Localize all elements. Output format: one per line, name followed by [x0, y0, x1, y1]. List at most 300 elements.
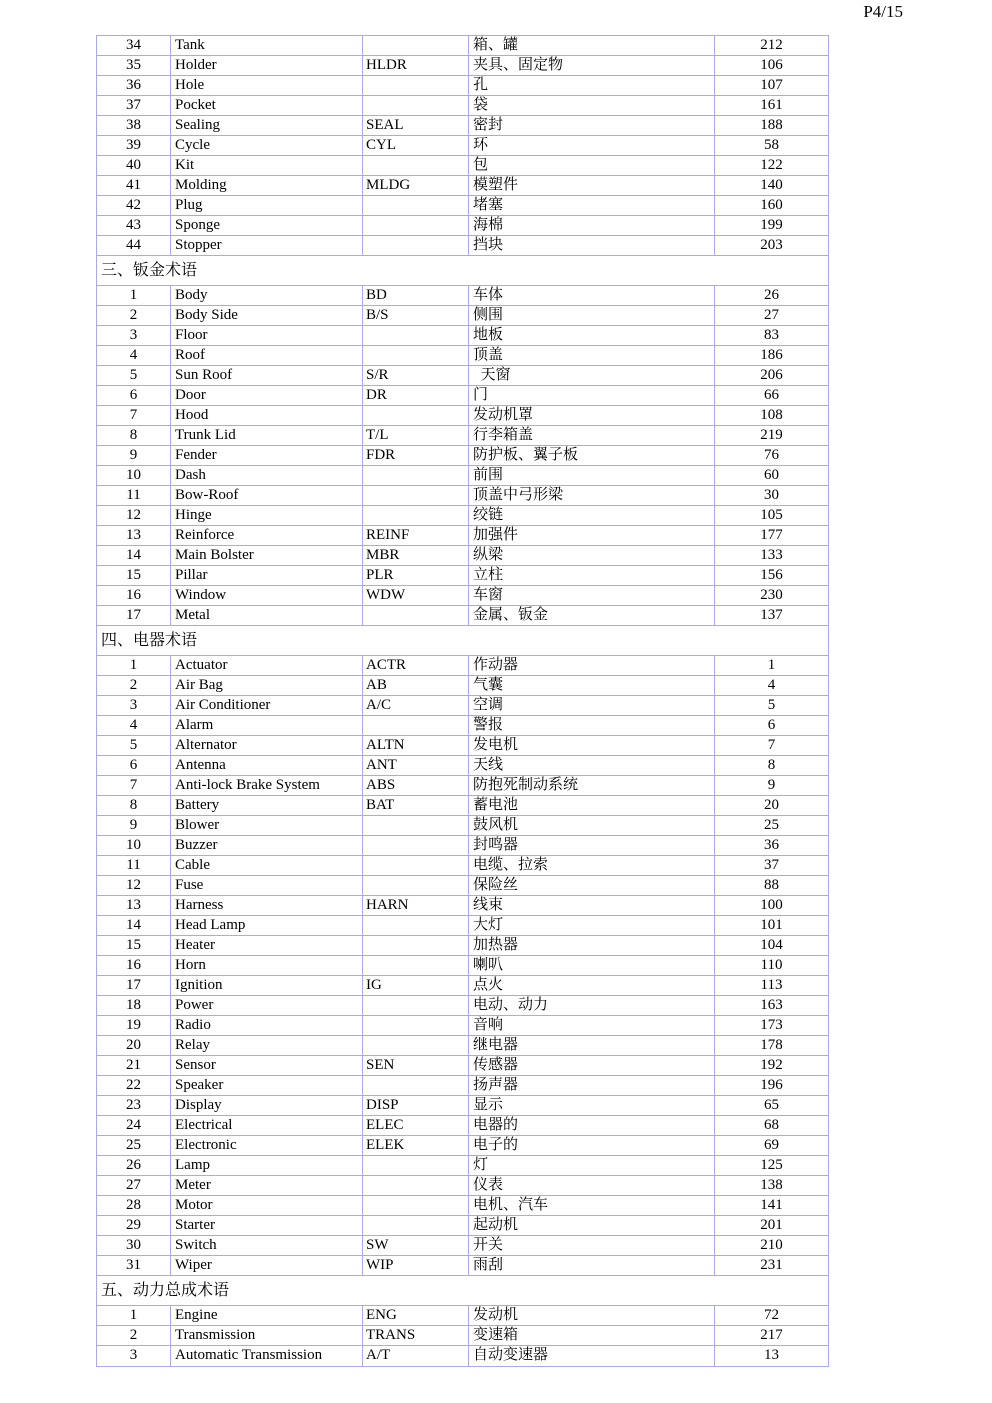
cell-page-ref: 26 — [764, 287, 779, 303]
cell-term-chinese: 防抱死制动系统 — [469, 776, 715, 795]
cell-number: 35 — [97, 56, 171, 75]
cell-number: 25 — [97, 1136, 171, 1155]
cell-term-english: Main Bolster — [171, 546, 363, 565]
cell-term-chinese: 箱、罐 — [469, 36, 715, 55]
cell-abbreviation — [363, 836, 469, 855]
glossary-table — [96, 35, 829, 1367]
cell-term-english: Horn — [171, 956, 363, 975]
cell-number: 3 — [97, 326, 171, 345]
cell-page-ref: 203 — [760, 237, 783, 253]
cell-term-english: Hood — [171, 406, 363, 425]
cell-term-chinese: 鼓风机 — [469, 816, 715, 835]
cell-abbreviation: TRANS — [363, 1326, 469, 1345]
table-row — [97, 486, 828, 506]
cell-page-ref: 65 — [764, 1097, 779, 1113]
cell-abbreviation — [363, 76, 469, 95]
cell-page-ref: 69 — [764, 1137, 779, 1153]
cell-abbreviation: ELEC — [363, 1116, 469, 1135]
cell-abbreviation — [363, 876, 469, 895]
cell-page-ref: 83 — [764, 327, 779, 343]
cell-term-english: Fender — [171, 446, 363, 465]
cell-page-ref: 160 — [760, 197, 783, 213]
table-row — [97, 526, 828, 546]
cell-page-ref: 110 — [760, 957, 783, 973]
cell-page-ref: 113 — [760, 977, 783, 993]
cell-term-english: Transmission — [171, 1326, 363, 1345]
table-row — [97, 756, 828, 776]
cell-page-ref: 76 — [764, 447, 779, 463]
table-row — [97, 286, 828, 306]
table-row — [97, 816, 828, 836]
table-row — [97, 466, 828, 486]
cell-term-english: Starter — [171, 1216, 363, 1235]
cell-page-ref: 88 — [764, 877, 779, 893]
cell-page-ref: 199 — [760, 217, 783, 233]
cell-number: 9 — [97, 446, 171, 465]
cell-term-english: Door — [171, 386, 363, 405]
cell-page-ref: 100 — [760, 897, 783, 913]
cell-term-chinese: 警报 — [469, 716, 715, 735]
cell-term-chinese: 蓄电池 — [469, 796, 715, 815]
cell-number: 36 — [97, 76, 171, 95]
cell-term-english: Radio — [171, 1016, 363, 1035]
cell-number: 24 — [97, 1116, 171, 1135]
cell-number: 1 — [97, 656, 171, 675]
table-row — [97, 1036, 828, 1056]
cell-term-chinese: 变速箱 — [469, 1326, 715, 1345]
cell-number: 41 — [97, 176, 171, 195]
cell-abbreviation — [363, 856, 469, 875]
cell-term-chinese: 加热器 — [469, 936, 715, 955]
cell-abbreviation — [363, 196, 469, 215]
table-row — [97, 1096, 828, 1116]
cell-number: 28 — [97, 1196, 171, 1215]
cell-term-chinese: 开关 — [469, 1236, 715, 1255]
table-row — [97, 836, 828, 856]
cell-term-chinese: 门 — [469, 386, 715, 405]
cell-abbreviation — [363, 936, 469, 955]
cell-term-english: Holder — [171, 56, 363, 75]
cell-page-ref: 7 — [767, 737, 776, 753]
cell-page-ref: 219 — [760, 427, 783, 443]
table-row — [97, 326, 828, 346]
cell-number: 19 — [97, 1016, 171, 1035]
cell-term-chinese: 顶盖 — [469, 346, 715, 365]
table-row — [97, 586, 828, 606]
cell-number: 29 — [97, 1216, 171, 1235]
table-row — [97, 136, 828, 156]
cell-term-chinese: 封鸣器 — [469, 836, 715, 855]
cell-page-ref: 140 — [760, 177, 783, 193]
cell-page-ref: 25 — [764, 817, 779, 833]
cell-term-chinese: 保险丝 — [469, 876, 715, 895]
table-row — [97, 406, 828, 426]
table-row — [97, 936, 828, 956]
cell-abbreviation: ANT — [363, 756, 469, 775]
cell-abbreviation — [363, 406, 469, 425]
cell-abbreviation — [363, 1036, 469, 1055]
cell-number: 14 — [97, 546, 171, 565]
cell-term-english: Speaker — [171, 1076, 363, 1095]
cell-term-english: Wiper — [171, 1256, 363, 1275]
cell-number: 3 — [97, 696, 171, 715]
table-row — [97, 196, 828, 216]
cell-term-english: Lamp — [171, 1156, 363, 1175]
cell-page-ref: 108 — [760, 407, 783, 423]
cell-term-english: Electronic — [171, 1136, 363, 1155]
cell-term-chinese: 扬声器 — [469, 1076, 715, 1095]
cell-page-ref: 36 — [764, 837, 779, 853]
cell-number: 5 — [97, 366, 171, 385]
cell-abbreviation: B/S — [363, 306, 469, 325]
cell-abbreviation: BD — [363, 286, 469, 305]
table-row — [97, 446, 828, 466]
cell-term-chinese: 挡块 — [469, 236, 715, 255]
cell-term-chinese: 前围 — [469, 466, 715, 485]
table-row — [97, 716, 828, 736]
cell-abbreviation — [363, 1076, 469, 1095]
cell-abbreviation: PLR — [363, 566, 469, 585]
cell-term-chinese: 电缆、拉索 — [469, 856, 715, 875]
cell-abbreviation: T/L — [363, 426, 469, 445]
cell-number: 38 — [97, 116, 171, 135]
cell-term-english: Power — [171, 996, 363, 1015]
table-row — [97, 796, 828, 816]
table-row — [97, 956, 828, 976]
cell-term-english: Metal — [171, 606, 363, 625]
cell-term-english: Buzzer — [171, 836, 363, 855]
cell-term-chinese: 模塑件 — [469, 176, 715, 195]
cell-abbreviation: BAT — [363, 796, 469, 815]
cell-number: 16 — [97, 956, 171, 975]
cell-term-chinese: 继电器 — [469, 1036, 715, 1055]
cell-term-english: Trunk Lid — [171, 426, 363, 445]
cell-page-ref: 13 — [764, 1347, 779, 1363]
cell-term-chinese: 电动、动力 — [469, 996, 715, 1015]
cell-term-chinese: 密封 — [469, 116, 715, 135]
cell-number: 1 — [97, 286, 171, 305]
cell-term-chinese: 显示 — [469, 1096, 715, 1115]
cell-number: 34 — [97, 36, 171, 55]
cell-term-english: Pillar — [171, 566, 363, 585]
cell-term-chinese: 防护板、翼子板 — [469, 446, 715, 465]
table-row — [97, 736, 828, 756]
cell-page-ref: 163 — [760, 997, 783, 1013]
cell-page-ref: 231 — [760, 1257, 783, 1273]
cell-term-chinese: 自动变速器 — [469, 1346, 715, 1366]
cell-abbreviation: SEAL — [363, 116, 469, 135]
cell-number: 1 — [97, 1306, 171, 1325]
cell-number: 12 — [97, 876, 171, 895]
table-row — [97, 116, 828, 136]
table-row — [97, 916, 828, 936]
cell-page-ref: 101 — [760, 917, 783, 933]
cell-number: 6 — [97, 756, 171, 775]
cell-page-ref: 37 — [764, 857, 779, 873]
cell-page-ref: 230 — [760, 587, 783, 603]
cell-number: 13 — [97, 896, 171, 915]
cell-term-english: Hole — [171, 76, 363, 95]
cell-term-english: Window — [171, 586, 363, 605]
table-row — [97, 1136, 828, 1156]
cell-page-ref: 161 — [760, 97, 783, 113]
cell-page-ref: 6 — [767, 717, 776, 733]
cell-number: 31 — [97, 1256, 171, 1275]
cell-abbreviation — [363, 156, 469, 175]
cell-number: 7 — [97, 776, 171, 795]
cell-number: 13 — [97, 526, 171, 545]
cell-number: 16 — [97, 586, 171, 605]
cell-term-english: Tank — [171, 36, 363, 55]
cell-term-english: Hinge — [171, 506, 363, 525]
cell-number: 17 — [97, 976, 171, 995]
page-number: P4/15 — [863, 2, 903, 21]
cell-term-chinese: 行李箱盖 — [469, 426, 715, 445]
cell-term-chinese: 天线 — [469, 756, 715, 775]
table-row — [97, 1306, 828, 1326]
cell-abbreviation — [363, 96, 469, 115]
cell-abbreviation: A/C — [363, 696, 469, 715]
cell-number: 22 — [97, 1076, 171, 1095]
table-row — [97, 36, 828, 56]
cell-page-ref: 8 — [767, 757, 776, 773]
cell-term-english: Actuator — [171, 656, 363, 675]
cell-page-ref: 196 — [760, 1077, 783, 1093]
cell-abbreviation: ACTR — [363, 656, 469, 675]
cell-number: 2 — [97, 676, 171, 695]
cell-term-chinese: 加强件 — [469, 526, 715, 545]
cell-term-chinese: 仪表 — [469, 1176, 715, 1195]
cell-term-chinese: 孔 — [469, 76, 715, 95]
cell-term-english: Battery — [171, 796, 363, 815]
cell-page-ref: 66 — [764, 387, 779, 403]
cell-term-chinese: 环 — [469, 136, 715, 155]
cell-term-chinese: 绞链 — [469, 506, 715, 525]
table-row — [97, 566, 828, 586]
cell-term-english: Display — [171, 1096, 363, 1115]
cell-term-chinese: 海棉 — [469, 216, 715, 235]
cell-page-ref: 206 — [760, 367, 783, 383]
cell-term-chinese: 立柱 — [469, 566, 715, 585]
cell-term-chinese: 灯 — [469, 1156, 715, 1175]
cell-abbreviation: AB — [363, 676, 469, 695]
cell-page-ref: 1 — [767, 657, 776, 673]
table-row — [97, 896, 828, 916]
table-row — [97, 1116, 828, 1136]
cell-abbreviation: SEN — [363, 1056, 469, 1075]
cell-number: 10 — [97, 836, 171, 855]
cell-abbreviation — [363, 916, 469, 935]
table-row — [97, 386, 828, 406]
table-row — [97, 236, 828, 256]
cell-term-english: Reinforce — [171, 526, 363, 545]
cell-abbreviation — [363, 326, 469, 345]
cell-abbreviation: A/T — [363, 1346, 469, 1366]
table-row — [97, 696, 828, 716]
cell-abbreviation: ENG — [363, 1306, 469, 1325]
cell-abbreviation: MLDG — [363, 176, 469, 195]
cell-number: 6 — [97, 386, 171, 405]
cell-number: 11 — [97, 486, 171, 505]
cell-abbreviation — [363, 1156, 469, 1175]
cell-page-ref: 156 — [760, 567, 783, 583]
cell-number: 11 — [97, 856, 171, 875]
cell-term-chinese: 袋 — [469, 96, 715, 115]
cell-abbreviation: S/R — [363, 366, 469, 385]
table-row — [97, 1176, 828, 1196]
table-row — [97, 56, 828, 76]
cell-page-ref: 27 — [764, 307, 779, 323]
table-row — [97, 776, 828, 796]
cell-term-chinese: 电器的 — [469, 1116, 715, 1135]
cell-number: 42 — [97, 196, 171, 215]
table-row — [97, 546, 828, 566]
cell-number: 5 — [97, 736, 171, 755]
cell-term-chinese: 发电机 — [469, 736, 715, 755]
cell-term-english: Engine — [171, 1306, 363, 1325]
cell-term-english: Alternator — [171, 736, 363, 755]
cell-abbreviation: HLDR — [363, 56, 469, 75]
cell-term-chinese: 车窗 — [469, 586, 715, 605]
cell-page-ref: 125 — [760, 1157, 783, 1173]
cell-term-english: Plug — [171, 196, 363, 215]
table-row — [97, 1346, 828, 1366]
cell-term-chinese: 发动机罩 — [469, 406, 715, 425]
cell-page-ref: 68 — [764, 1117, 779, 1133]
cell-term-english: Alarm — [171, 716, 363, 735]
cell-number: 20 — [97, 1036, 171, 1055]
cell-term-chinese: 音响 — [469, 1016, 715, 1035]
cell-page-ref: 20 — [764, 797, 779, 813]
cell-term-english: Sponge — [171, 216, 363, 235]
cell-term-chinese: 金属、钣金 — [469, 606, 715, 625]
cell-page-ref: 177 — [760, 527, 783, 543]
cell-abbreviation: IG — [363, 976, 469, 995]
cell-number: 12 — [97, 506, 171, 525]
cell-page-ref: 105 — [760, 507, 783, 523]
section-header: 四、电器术语 — [97, 626, 828, 656]
cell-number: 9 — [97, 816, 171, 835]
cell-term-english: Harness — [171, 896, 363, 915]
table-row — [97, 1156, 828, 1176]
cell-abbreviation — [363, 716, 469, 735]
cell-page-ref: 137 — [760, 607, 783, 623]
table-row — [97, 306, 828, 326]
cell-abbreviation: ABS — [363, 776, 469, 795]
cell-term-chinese: 顶盖中弓形梁 — [469, 486, 715, 505]
table-row — [97, 676, 828, 696]
cell-abbreviation: DR — [363, 386, 469, 405]
cell-term-english: Bow-Roof — [171, 486, 363, 505]
table-row — [97, 366, 828, 386]
cell-page-ref: 60 — [764, 467, 779, 483]
table-row — [97, 876, 828, 896]
cell-term-english: Sealing — [171, 116, 363, 135]
cell-abbreviation — [363, 956, 469, 975]
cell-term-english: Floor — [171, 326, 363, 345]
table-row — [97, 506, 828, 526]
cell-number: 21 — [97, 1056, 171, 1075]
cell-page-ref: 141 — [760, 1197, 783, 1213]
cell-page-ref: 201 — [760, 1217, 783, 1233]
cell-number: 18 — [97, 996, 171, 1015]
cell-term-english: Blower — [171, 816, 363, 835]
cell-abbreviation — [363, 486, 469, 505]
table-row — [97, 1256, 828, 1276]
cell-page-ref: 173 — [760, 1017, 783, 1033]
cell-term-chinese: 纵梁 — [469, 546, 715, 565]
cell-abbreviation — [363, 346, 469, 365]
cell-abbreviation — [363, 1176, 469, 1195]
cell-page-ref: 30 — [764, 487, 779, 503]
cell-page-ref: 138 — [760, 1177, 783, 1193]
cell-abbreviation: DISP — [363, 1096, 469, 1115]
cell-term-english: Molding — [171, 176, 363, 195]
table-row — [97, 1056, 828, 1076]
cell-term-english: Heater — [171, 936, 363, 955]
table-row — [97, 426, 828, 446]
section-header: 三、钣金术语 — [97, 256, 828, 286]
table-row — [97, 1326, 828, 1346]
cell-term-english: Cycle — [171, 136, 363, 155]
table-row — [97, 216, 828, 236]
cell-number: 10 — [97, 466, 171, 485]
table-row — [97, 606, 828, 626]
cell-number: 14 — [97, 916, 171, 935]
cell-term-english: Anti-lock Brake System — [171, 776, 363, 795]
cell-number: 37 — [97, 96, 171, 115]
cell-number: 40 — [97, 156, 171, 175]
cell-page-ref: 217 — [760, 1327, 783, 1343]
cell-page-ref: 178 — [760, 1037, 783, 1053]
table-row — [97, 976, 828, 996]
cell-number: 27 — [97, 1176, 171, 1195]
cell-term-english: Cable — [171, 856, 363, 875]
cell-abbreviation — [363, 606, 469, 625]
cell-term-chinese: 线束 — [469, 896, 715, 915]
cell-page-ref: 104 — [760, 937, 783, 953]
cell-number: 23 — [97, 1096, 171, 1115]
table-row — [97, 176, 828, 196]
cell-abbreviation — [363, 506, 469, 525]
table-row — [97, 1016, 828, 1036]
cell-term-english: Stopper — [171, 236, 363, 255]
cell-abbreviation — [363, 816, 469, 835]
cell-term-chinese: 气囊 — [469, 676, 715, 695]
table-row — [97, 1236, 828, 1256]
cell-term-english: Relay — [171, 1036, 363, 1055]
table-row — [97, 656, 828, 676]
table-row — [97, 1216, 828, 1236]
cell-term-chinese: 夹具、固定物 — [469, 56, 715, 75]
cell-term-chinese: 天窗 — [469, 366, 715, 385]
cell-term-english: Fuse — [171, 876, 363, 895]
cell-term-chinese: 电子的 — [469, 1136, 715, 1155]
cell-term-english: Motor — [171, 1196, 363, 1215]
cell-number: 44 — [97, 236, 171, 255]
cell-number: 26 — [97, 1156, 171, 1175]
cell-page-ref: 5 — [767, 697, 776, 713]
cell-abbreviation: MBR — [363, 546, 469, 565]
table-row — [97, 1196, 828, 1216]
cell-page-ref: 9 — [767, 777, 776, 793]
cell-page-ref: 133 — [760, 547, 783, 563]
cell-abbreviation: SW — [363, 1236, 469, 1255]
cell-abbreviation: CYL — [363, 136, 469, 155]
cell-page-ref: 210 — [760, 1237, 783, 1253]
cell-number: 4 — [97, 346, 171, 365]
cell-abbreviation — [363, 996, 469, 1015]
